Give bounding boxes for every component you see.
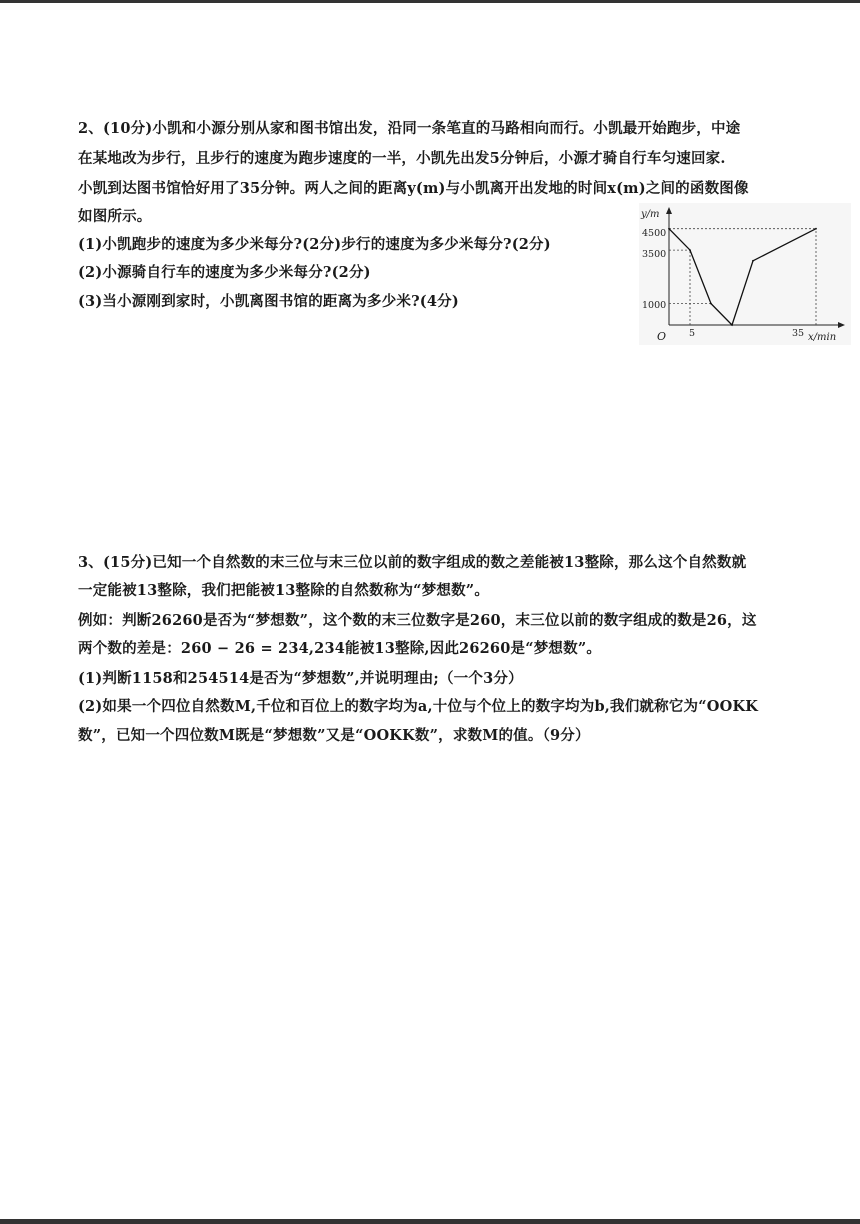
origin-label: O (657, 330, 667, 343)
problem2-question-2: (2)小源骑自行车的速度为多少米每分?(2分) (78, 264, 371, 281)
problem2-line-2: 在某地改为步行，且步行的速度为跑步速度的一半，小凯先出发5分钟后，小源才骑自行车匀速回家. (78, 150, 726, 167)
data-point-1 (689, 249, 691, 251)
data-point-2 (710, 303, 712, 305)
y-axis-label: y/m (641, 209, 660, 220)
problem3-line-1: 3、(15分)已知一个自然数的末三位与末三位以前的数字组成的数之差能被13整除，那么这个自然数就 (78, 554, 747, 571)
problem2-question-1: (1)小凯跑步的速度为多少米每分?(2分)步行的速度为多少米每分?(2分) (78, 236, 551, 253)
y-tick-4500: 4500 (642, 228, 667, 239)
y-tick-1000: 1000 (642, 300, 667, 311)
problem3-question-1: (1)判断1158和254514是否为“梦想数”,并说明理由;（一个3分） (78, 670, 523, 687)
problem2-line-3: 小凯到达图书馆恰好用了35分钟。两人之间的距离y(m)与小凯离开出发地的时间x(m)之间的函数图像 (78, 180, 749, 197)
bottom-border (0, 1219, 860, 1224)
problem2-question-3: (3)当小源刚到家时，小凯离图书馆的距离为多少米?(4分) (78, 293, 459, 310)
x-tick-35: 35 (792, 328, 805, 339)
problem2-line-4: 如图所示。 (78, 208, 152, 225)
top-border (0, 0, 860, 3)
graph-background (639, 203, 851, 345)
data-point-4 (752, 260, 754, 262)
problem3-line-2: 一定能被13整除，我们把能被13整除的自然数称为“梦想数”。 (78, 582, 490, 599)
problem3-example-1: 例如：判断26260是否为“梦想数”，这个数的末三位数字是260，末三位以前的数字组成的数是26，这 (78, 612, 757, 629)
distance-time-graph (639, 203, 851, 345)
x-axis-label: x/min (808, 332, 837, 343)
problem3-question-2-line-2: 数”，已知一个四位数M既是“梦想数”又是“OOKK数”，求数M的值。（9分） (78, 727, 590, 744)
data-point-0 (668, 228, 670, 230)
y-tick-3500: 3500 (642, 249, 667, 260)
data-point-5 (815, 228, 817, 230)
problem3-example-2: 两个数的差是：260 − 26 = 234,234能被13整除,因此26260是“梦想数”。 (78, 640, 602, 657)
data-point-3 (731, 324, 733, 326)
problem2-line-1: 2、(10分)小凯和小源分别从家和图书馆出发，沿同一条笔直的马路相向而行。小凯最开始跑步，中途 (78, 120, 741, 137)
x-tick-5: 5 (689, 328, 696, 339)
problem3-question-2-line-1: (2)如果一个四位自然数M,千位和百位上的数字均为a,十位与个位上的数字均为b,我们就称它为“OOKK (78, 698, 759, 715)
